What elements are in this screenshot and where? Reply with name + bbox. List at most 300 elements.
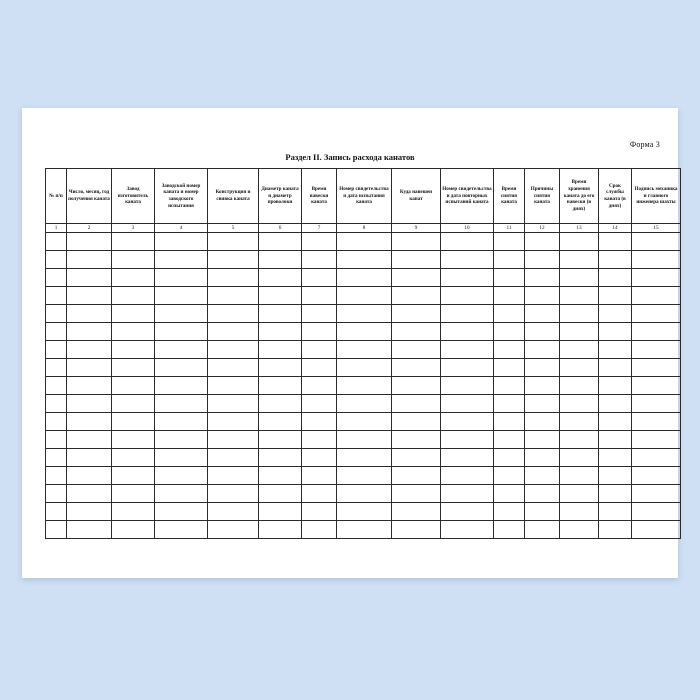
table-cell[interactable] xyxy=(67,233,112,251)
table-cell[interactable] xyxy=(494,377,525,395)
table-cell[interactable] xyxy=(494,521,525,539)
table-cell[interactable] xyxy=(392,449,441,467)
table-cell[interactable] xyxy=(337,413,392,431)
table-cell[interactable] xyxy=(155,323,208,341)
table-cell[interactable] xyxy=(441,521,494,539)
table-cell[interactable] xyxy=(392,485,441,503)
table-row xyxy=(46,269,681,287)
table-cell[interactable] xyxy=(441,377,494,395)
table-cell[interactable] xyxy=(599,413,632,431)
table-cell[interactable] xyxy=(560,305,599,323)
column-number-14: 14 xyxy=(599,224,632,233)
column-number-1: 1 xyxy=(46,224,67,233)
table-cell[interactable] xyxy=(392,359,441,377)
table-cell[interactable] xyxy=(560,485,599,503)
table-cell[interactable] xyxy=(441,359,494,377)
table-cell[interactable] xyxy=(208,251,259,269)
table-cell[interactable] xyxy=(46,323,67,341)
table-cell[interactable] xyxy=(259,233,302,251)
table-cell[interactable] xyxy=(155,449,208,467)
table-cell[interactable] xyxy=(525,323,560,341)
column-number-13: 13 xyxy=(560,224,599,233)
table-cell[interactable] xyxy=(494,341,525,359)
table-cell[interactable] xyxy=(560,521,599,539)
table-cell[interactable] xyxy=(46,521,67,539)
table-cell[interactable] xyxy=(525,377,560,395)
table-cell[interactable] xyxy=(599,287,632,305)
table-cell[interactable] xyxy=(494,431,525,449)
table-cell[interactable] xyxy=(46,467,67,485)
table-cell[interactable] xyxy=(494,233,525,251)
column-header-2: Число, месяц, год получения каната xyxy=(67,169,112,224)
column-header-4: Заводской номер каната и номер заводского испытания xyxy=(155,169,208,224)
table-cell[interactable] xyxy=(302,503,337,521)
table-cell[interactable] xyxy=(67,413,112,431)
table-cell[interactable] xyxy=(208,287,259,305)
table-cell[interactable] xyxy=(560,341,599,359)
table-cell[interactable] xyxy=(112,305,155,323)
table-row xyxy=(46,233,681,251)
table-cell[interactable] xyxy=(46,287,67,305)
table-head xyxy=(46,169,681,233)
table-cell[interactable] xyxy=(259,395,302,413)
table-cell[interactable] xyxy=(560,449,599,467)
table-row xyxy=(46,395,681,413)
table-cell[interactable] xyxy=(155,413,208,431)
table-cell[interactable] xyxy=(46,359,67,377)
table-cell[interactable] xyxy=(337,233,392,251)
table-cell[interactable] xyxy=(525,449,560,467)
table-cell[interactable] xyxy=(208,323,259,341)
table-cell[interactable] xyxy=(494,485,525,503)
table-cell[interactable] xyxy=(599,503,632,521)
table-cell[interactable] xyxy=(632,305,681,323)
table-cell[interactable] xyxy=(560,251,599,269)
table-cell[interactable] xyxy=(392,341,441,359)
table-cell[interactable] xyxy=(632,287,681,305)
column-number-12: 12 xyxy=(525,224,560,233)
table-cell[interactable] xyxy=(525,467,560,485)
table-cell[interactable] xyxy=(112,395,155,413)
table-cell[interactable] xyxy=(525,395,560,413)
table-cell[interactable] xyxy=(525,413,560,431)
table-cell[interactable] xyxy=(560,413,599,431)
table-cell[interactable] xyxy=(46,431,67,449)
table-cell[interactable] xyxy=(155,485,208,503)
table-cell[interactable] xyxy=(392,377,441,395)
table-cell[interactable] xyxy=(441,323,494,341)
table-cell[interactable] xyxy=(112,341,155,359)
table-cell[interactable] xyxy=(67,269,112,287)
table-cell[interactable] xyxy=(441,413,494,431)
table-cell[interactable] xyxy=(112,521,155,539)
table-cell[interactable] xyxy=(302,323,337,341)
table-cell[interactable] xyxy=(46,377,67,395)
table-cell[interactable] xyxy=(302,377,337,395)
table-cell[interactable] xyxy=(494,503,525,521)
table-cell[interactable] xyxy=(46,449,67,467)
table-cell[interactable] xyxy=(302,521,337,539)
column-number-7: 7 xyxy=(302,224,337,233)
table-cell[interactable] xyxy=(392,251,441,269)
table-cell[interactable] xyxy=(599,467,632,485)
table-cell[interactable] xyxy=(494,395,525,413)
table-cell[interactable] xyxy=(599,233,632,251)
table-cell[interactable] xyxy=(67,359,112,377)
table-cell[interactable] xyxy=(599,341,632,359)
column-header-9: Куда навешен канат xyxy=(392,169,441,224)
table-cell[interactable] xyxy=(632,503,681,521)
table-cell[interactable] xyxy=(392,287,441,305)
table-cell[interactable] xyxy=(632,449,681,467)
table-cell[interactable] xyxy=(337,359,392,377)
table-cell[interactable] xyxy=(302,287,337,305)
table-cell[interactable] xyxy=(632,485,681,503)
table-row xyxy=(46,503,681,521)
table-cell[interactable] xyxy=(67,287,112,305)
column-number-5: 5 xyxy=(208,224,259,233)
column-header-10: Номер свидетельства и дата повторных испытаний каната xyxy=(441,169,494,224)
table-cell[interactable] xyxy=(112,359,155,377)
table-cell[interactable] xyxy=(632,431,681,449)
table-cell[interactable] xyxy=(337,521,392,539)
table-cell[interactable] xyxy=(302,251,337,269)
table-row xyxy=(46,413,681,431)
table-cell[interactable] xyxy=(208,431,259,449)
table-cell[interactable] xyxy=(112,251,155,269)
table-row xyxy=(46,323,681,341)
table-cell[interactable] xyxy=(155,305,208,323)
table-cell[interactable] xyxy=(599,485,632,503)
column-header-1: № п/п xyxy=(46,169,67,224)
table-cell[interactable] xyxy=(155,341,208,359)
table-cell[interactable] xyxy=(46,395,67,413)
table-cell[interactable] xyxy=(155,269,208,287)
table-cell[interactable] xyxy=(337,485,392,503)
table-cell[interactable] xyxy=(525,287,560,305)
table-cell[interactable] xyxy=(392,467,441,485)
table-cell[interactable] xyxy=(67,305,112,323)
table-cell[interactable] xyxy=(208,359,259,377)
table-cell[interactable] xyxy=(337,341,392,359)
table-cell[interactable] xyxy=(599,251,632,269)
table-cell[interactable] xyxy=(208,269,259,287)
table-cell[interactable] xyxy=(112,467,155,485)
rope-consumption-table-wrapper xyxy=(45,168,678,539)
table-cell[interactable] xyxy=(337,503,392,521)
table-cell[interactable] xyxy=(632,413,681,431)
table-cell[interactable] xyxy=(259,359,302,377)
table-cell[interactable] xyxy=(259,323,302,341)
table-cell[interactable] xyxy=(441,467,494,485)
table-cell[interactable] xyxy=(302,413,337,431)
table-cell[interactable] xyxy=(632,467,681,485)
table-cell[interactable] xyxy=(155,377,208,395)
table-cell[interactable] xyxy=(46,485,67,503)
table-cell[interactable] xyxy=(494,359,525,377)
table-cell[interactable] xyxy=(441,341,494,359)
table-cell[interactable] xyxy=(494,251,525,269)
column-number-6: 6 xyxy=(259,224,302,233)
table-cell[interactable] xyxy=(112,485,155,503)
table-cell[interactable] xyxy=(494,467,525,485)
table-cell[interactable] xyxy=(525,521,560,539)
table-cell[interactable] xyxy=(208,233,259,251)
table-cell[interactable] xyxy=(208,449,259,467)
table-row xyxy=(46,449,681,467)
table-cell[interactable] xyxy=(302,341,337,359)
table-cell[interactable] xyxy=(337,395,392,413)
table-cell[interactable] xyxy=(259,341,302,359)
table-cell[interactable] xyxy=(259,269,302,287)
table-cell[interactable] xyxy=(337,287,392,305)
table-cell[interactable] xyxy=(302,449,337,467)
column-header-15: Подпись механика и главного инженера шахты xyxy=(632,169,681,224)
table-cell[interactable] xyxy=(155,359,208,377)
table-cell[interactable] xyxy=(302,359,337,377)
table-cell[interactable] xyxy=(337,305,392,323)
table-cell[interactable] xyxy=(67,467,112,485)
table-cell[interactable] xyxy=(208,521,259,539)
table-cell[interactable] xyxy=(112,377,155,395)
table-cell[interactable] xyxy=(441,503,494,521)
table-cell[interactable] xyxy=(632,359,681,377)
table-cell[interactable] xyxy=(392,521,441,539)
column-number-11: 11 xyxy=(494,224,525,233)
table-cell[interactable] xyxy=(67,323,112,341)
table-cell[interactable] xyxy=(441,233,494,251)
table-cell[interactable] xyxy=(525,503,560,521)
table-row xyxy=(46,485,681,503)
table-cell[interactable] xyxy=(337,269,392,287)
table-cell[interactable] xyxy=(67,395,112,413)
table-cell[interactable] xyxy=(302,269,337,287)
page-title: Раздел II. Запись расхода канатов xyxy=(285,152,415,162)
table-cell[interactable] xyxy=(46,251,67,269)
table-cell[interactable] xyxy=(302,233,337,251)
table-cell[interactable] xyxy=(560,269,599,287)
table-cell[interactable] xyxy=(599,449,632,467)
table-cell[interactable] xyxy=(494,449,525,467)
table-cell[interactable] xyxy=(67,251,112,269)
table-cell[interactable] xyxy=(112,503,155,521)
document-page xyxy=(22,108,678,578)
table-cell[interactable] xyxy=(494,269,525,287)
table-cell[interactable] xyxy=(259,377,302,395)
table-cell[interactable] xyxy=(525,269,560,287)
table-cell[interactable] xyxy=(46,503,67,521)
table-cell[interactable] xyxy=(259,305,302,323)
table-cell[interactable] xyxy=(494,413,525,431)
table-cell[interactable] xyxy=(392,269,441,287)
table-cell[interactable] xyxy=(632,323,681,341)
table-row xyxy=(46,431,681,449)
column-number-3: 3 xyxy=(112,224,155,233)
table-cell[interactable] xyxy=(392,323,441,341)
table-cell[interactable] xyxy=(112,449,155,467)
table-cell[interactable] xyxy=(441,485,494,503)
table-cell[interactable] xyxy=(67,449,112,467)
table-cell[interactable] xyxy=(337,449,392,467)
table-cell[interactable] xyxy=(208,485,259,503)
column-number-10: 10 xyxy=(441,224,494,233)
table-cell[interactable] xyxy=(46,341,67,359)
table-cell[interactable] xyxy=(392,413,441,431)
table-cell[interactable] xyxy=(302,485,337,503)
table-cell[interactable] xyxy=(46,233,67,251)
table-cell[interactable] xyxy=(208,413,259,431)
table-cell[interactable] xyxy=(337,251,392,269)
table-cell[interactable] xyxy=(525,485,560,503)
table-cell[interactable] xyxy=(155,503,208,521)
table-cell[interactable] xyxy=(337,467,392,485)
table-cell[interactable] xyxy=(525,431,560,449)
table-row xyxy=(46,467,681,485)
table-cell[interactable] xyxy=(302,467,337,485)
table-cell[interactable] xyxy=(441,251,494,269)
table-cell[interactable] xyxy=(599,305,632,323)
table-cell[interactable] xyxy=(441,269,494,287)
table-cell[interactable] xyxy=(560,233,599,251)
table-cell[interactable] xyxy=(259,287,302,305)
table-cell[interactable] xyxy=(392,305,441,323)
table-cell[interactable] xyxy=(112,233,155,251)
table-cell[interactable] xyxy=(259,503,302,521)
table-cell[interactable] xyxy=(67,377,112,395)
table-cell[interactable] xyxy=(632,233,681,251)
table-cell[interactable] xyxy=(208,467,259,485)
table-cell[interactable] xyxy=(525,305,560,323)
table-cell[interactable] xyxy=(599,521,632,539)
table-cell[interactable] xyxy=(494,305,525,323)
table-cell[interactable] xyxy=(302,431,337,449)
rope-consumption-table xyxy=(45,168,681,539)
column-header-14: Срок службы каната (в днях) xyxy=(599,169,632,224)
table-cell[interactable] xyxy=(67,503,112,521)
table-cell[interactable] xyxy=(112,287,155,305)
column-header-11: Время снятия каната xyxy=(494,169,525,224)
table-cell[interactable] xyxy=(441,305,494,323)
table-cell[interactable] xyxy=(337,431,392,449)
table-row xyxy=(46,377,681,395)
table-cell[interactable] xyxy=(525,233,560,251)
table-cell[interactable] xyxy=(259,431,302,449)
table-cell[interactable] xyxy=(599,269,632,287)
table-cell[interactable] xyxy=(441,449,494,467)
column-header-3: Завод изготовитель каната xyxy=(112,169,155,224)
table-cell[interactable] xyxy=(599,359,632,377)
table-cell[interactable] xyxy=(259,467,302,485)
table-cell[interactable] xyxy=(525,251,560,269)
table-cell[interactable] xyxy=(67,341,112,359)
table-cell[interactable] xyxy=(599,431,632,449)
table-cell[interactable] xyxy=(560,431,599,449)
table-cell[interactable] xyxy=(155,395,208,413)
table-cell[interactable] xyxy=(441,395,494,413)
table-cell[interactable] xyxy=(560,395,599,413)
table-cell[interactable] xyxy=(155,467,208,485)
table-cell[interactable] xyxy=(208,395,259,413)
table-cell[interactable] xyxy=(337,377,392,395)
table-cell[interactable] xyxy=(155,233,208,251)
table-cell[interactable] xyxy=(259,251,302,269)
table-cell[interactable] xyxy=(112,431,155,449)
table-cell[interactable] xyxy=(155,431,208,449)
table-cell[interactable] xyxy=(155,287,208,305)
table-cell[interactable] xyxy=(599,323,632,341)
table-cell[interactable] xyxy=(46,305,67,323)
table-cell[interactable] xyxy=(441,287,494,305)
table-cell[interactable] xyxy=(392,395,441,413)
table-cell[interactable] xyxy=(392,503,441,521)
table-cell[interactable] xyxy=(208,305,259,323)
table-cell[interactable] xyxy=(112,413,155,431)
table-cell[interactable] xyxy=(208,377,259,395)
column-header-8: Номер свидетельства и дата испытания каната xyxy=(337,169,392,224)
table-cell[interactable] xyxy=(494,323,525,341)
table-cell[interactable] xyxy=(560,377,599,395)
table-cell[interactable] xyxy=(259,485,302,503)
table-cell[interactable] xyxy=(560,287,599,305)
table-cell[interactable] xyxy=(525,341,560,359)
table-cell[interactable] xyxy=(632,269,681,287)
table-cell[interactable] xyxy=(302,395,337,413)
table-row xyxy=(46,341,681,359)
table-cell[interactable] xyxy=(208,341,259,359)
table-cell[interactable] xyxy=(155,521,208,539)
table-cell[interactable] xyxy=(302,305,337,323)
table-cell[interactable] xyxy=(46,269,67,287)
table-cell[interactable] xyxy=(632,521,681,539)
column-header-12: Причины снятия каната xyxy=(525,169,560,224)
column-header-13: Время хранения каната до его навески (в днях) xyxy=(560,169,599,224)
table-cell[interactable] xyxy=(632,251,681,269)
table-cell[interactable] xyxy=(441,431,494,449)
table-cell[interactable] xyxy=(494,287,525,305)
table-cell[interactable] xyxy=(67,485,112,503)
table-cell[interactable] xyxy=(525,359,560,377)
table-cell[interactable] xyxy=(67,521,112,539)
table-cell[interactable] xyxy=(632,341,681,359)
table-cell[interactable] xyxy=(560,323,599,341)
table-row xyxy=(46,287,681,305)
table-cell[interactable] xyxy=(560,467,599,485)
table-cell[interactable] xyxy=(259,521,302,539)
table-cell[interactable] xyxy=(259,413,302,431)
column-number-row xyxy=(46,224,681,233)
table-cell[interactable] xyxy=(112,323,155,341)
table-cell[interactable] xyxy=(67,431,112,449)
table-cell[interactable] xyxy=(392,431,441,449)
table-cell[interactable] xyxy=(112,269,155,287)
column-number-9: 9 xyxy=(392,224,441,233)
table-cell[interactable] xyxy=(337,323,392,341)
table-cell[interactable] xyxy=(208,503,259,521)
table-cell[interactable] xyxy=(599,395,632,413)
table-cell[interactable] xyxy=(632,377,681,395)
table-cell[interactable] xyxy=(560,503,599,521)
table-cell[interactable] xyxy=(155,251,208,269)
table-cell[interactable] xyxy=(632,395,681,413)
table-cell[interactable] xyxy=(392,233,441,251)
table-cell[interactable] xyxy=(46,413,67,431)
table-cell[interactable] xyxy=(599,377,632,395)
table-row xyxy=(46,251,681,269)
table-header-row xyxy=(46,169,681,224)
table-cell[interactable] xyxy=(560,359,599,377)
column-header-7: Время навески каната xyxy=(302,169,337,224)
table-cell[interactable] xyxy=(259,449,302,467)
